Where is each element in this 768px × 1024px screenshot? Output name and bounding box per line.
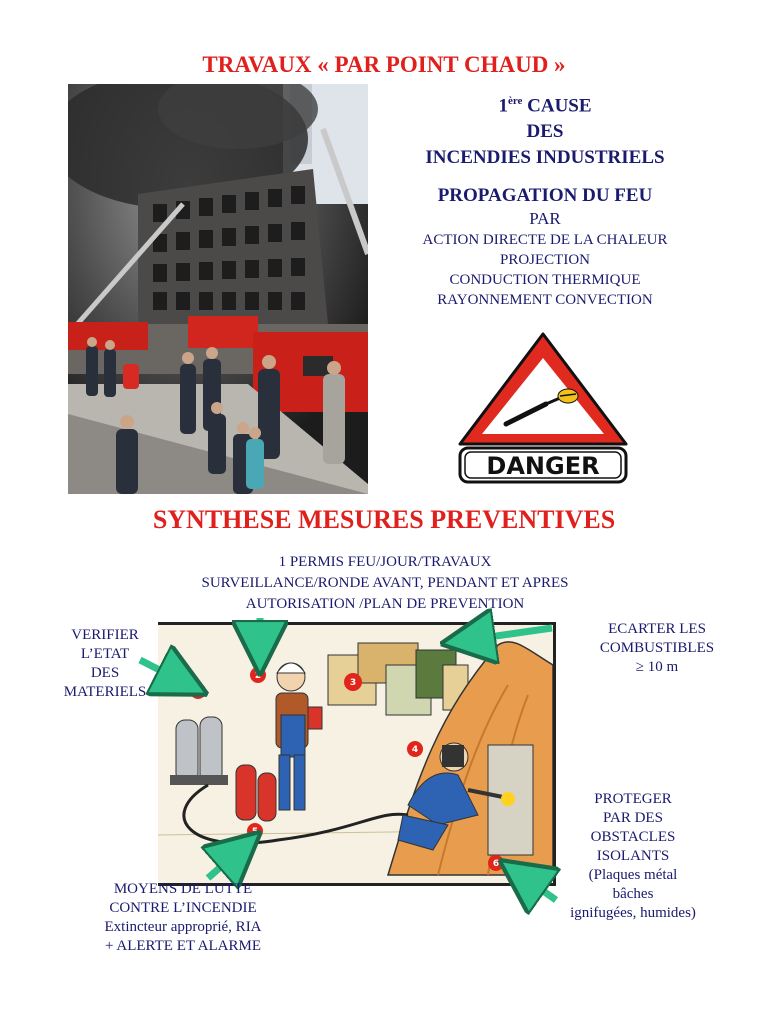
cause-line-2: DES xyxy=(526,121,564,143)
label-line: ECARTER LES xyxy=(608,621,706,637)
label-ecarter xyxy=(552,620,762,677)
label-line: PROTEGER xyxy=(594,791,672,807)
section-title: SYNTHESE MESURES PREVENTIVES xyxy=(152,505,616,534)
propagation-par: PAR xyxy=(529,209,561,228)
label-line: CONTRE L’INCENDIE xyxy=(109,900,257,916)
label-line: MOYENS DE LUTTE xyxy=(113,881,253,897)
label-line: VERIFIER xyxy=(71,627,139,643)
propagation-line: PROJECTION xyxy=(499,252,590,268)
label-line: COMBUSTIBLES xyxy=(599,640,715,656)
marker-4: 4 xyxy=(411,745,419,755)
label-line: ≥ 10 m xyxy=(635,659,679,675)
label-line: + ALERTE ET ALARME xyxy=(104,938,262,954)
label-line: OBSTACLES xyxy=(590,829,676,845)
permis-line: 1 PERMIS FEU/JOUR/TRAVAUX xyxy=(278,554,492,570)
cause-rank-suffix: ère xyxy=(507,95,523,107)
marker-5: 5 xyxy=(251,827,259,837)
propagation-line: CONDUCTION THERMIQUE xyxy=(449,272,641,288)
propagation-line: RAYONNEMENT CONVECTION xyxy=(437,292,653,308)
permis-line: SURVEILLANCE/RONDE AVANT, PENDANT ET APRES xyxy=(201,575,569,591)
label-line: L’ETAT xyxy=(80,646,130,662)
marker-6: 6 xyxy=(492,859,500,869)
label-line: MATERIELS xyxy=(63,684,147,700)
page-title: TRAVAUX « PAR POINT CHAUD » xyxy=(202,52,566,77)
arrow-moyens-icon xyxy=(208,850,240,878)
label-line: Extincteur approprié, RIA xyxy=(104,919,262,935)
label-line: PAR DES xyxy=(603,810,663,826)
label-line: (Plaques métal xyxy=(588,867,678,883)
cause-word: CAUSE xyxy=(522,95,592,117)
label-line: DES xyxy=(90,665,120,681)
cause-line-3: INCENDIES INDUSTRIELS xyxy=(425,147,665,169)
cause-rank: 1 xyxy=(498,95,508,117)
permis-line: AUTORISATION /PLAN DE PREVENTION xyxy=(245,596,525,612)
marker-3: 3 xyxy=(349,678,357,688)
propagation-heading: PROPAGATION DU FEU xyxy=(437,185,653,206)
arrow-ecarter-icon xyxy=(468,628,552,640)
propagation-line: ACTION DIRECTE DE LA CHALEUR xyxy=(422,232,668,248)
label-line: bâches xyxy=(612,886,654,902)
label-verifier xyxy=(50,626,160,702)
label-proteger xyxy=(528,790,738,923)
marker-2: 2 xyxy=(254,671,262,681)
marker-1: 1 xyxy=(194,687,202,697)
label-line: ignifugées, humides) xyxy=(570,905,696,921)
danger-label: DANGER xyxy=(486,452,600,480)
label-moyens xyxy=(48,880,318,956)
label-line: ISOLANTS xyxy=(596,848,670,864)
